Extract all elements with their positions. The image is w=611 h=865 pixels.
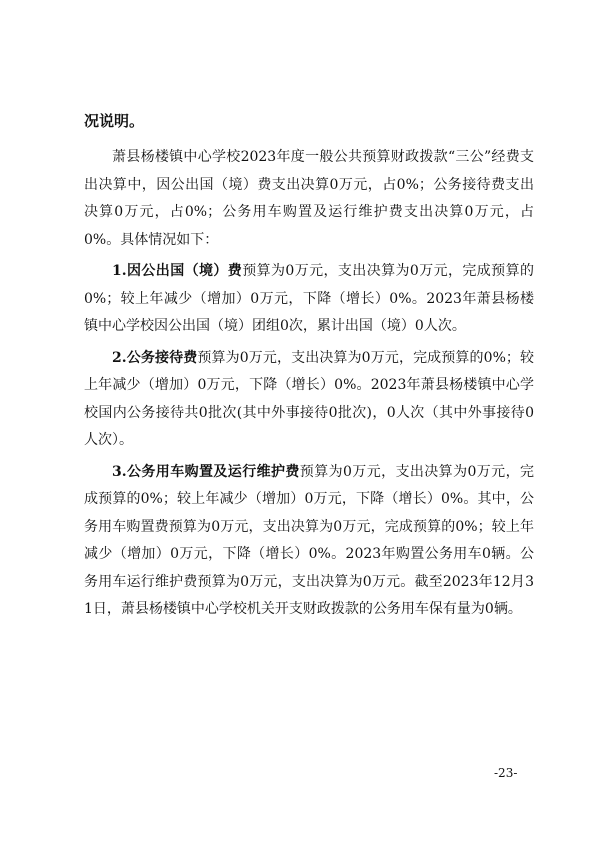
official-vehicle-paragraph [84,459,534,624]
overseas-travel-paragraph [84,258,534,341]
paragraph-lead: 3.公务用车购置及运行维护费 [112,463,300,480]
official-reception-paragraph [84,345,534,455]
paragraph-lead: 2.公务接待费 [112,349,198,366]
document-body [84,111,534,628]
intro-paragraph [84,144,534,254]
paragraph-text: 预算为0万元，支出决算为0万元，完成预算的0%；较上年减少（增加）0万元，下降（增长）0%。2023年萧县杨楼镇中心学校国内公务接待共0批次(其中外事接待0批次)，0人次（其中外事接待0人次）。 [84,349,534,448]
section-heading: 况说明。 [84,112,145,130]
paragraph-text: 萧县杨楼镇中心学校2023年度一般公共预算财政拨款“三公”经费支出决算中，因公出国（境）费支出决算0万元，占0%；公务接待费支出决算0万元，占0%；公务用车购置及运行维护费支出决算0万元，占0%。具体情况如下： [84,149,534,248]
paragraph-text: 预算为0万元，支出决算为0万元，完成预算的0%；较上年减少（增加）0万元，下降（增长）0%。2023年萧县杨楼镇中心学校因公出国（境）团组0次，累计出国（境）0人次。 [84,263,534,334]
paragraph-text: 预算为0万元，支出决算为0万元，完成预算的0%；较上年减少（增加）0万元，下降（增长）0%。其中，公务用车购置费预算为0万元，支出决算为0万元，完成预算的0%；较上年减少（增加）0万元，下降（增长）0%。2023年购置公务用车0辆。公务用车运行维护费预算为0万元，支出决算为0万元。截至2023年12月31日，萧县杨楼镇中心学校机关开支财政拨款的公务用车保有量为0辆。 [84,463,534,617]
paragraph-lead: 1.因公出国（境）费 [112,263,243,279]
page-number: -23- [494,766,518,780]
